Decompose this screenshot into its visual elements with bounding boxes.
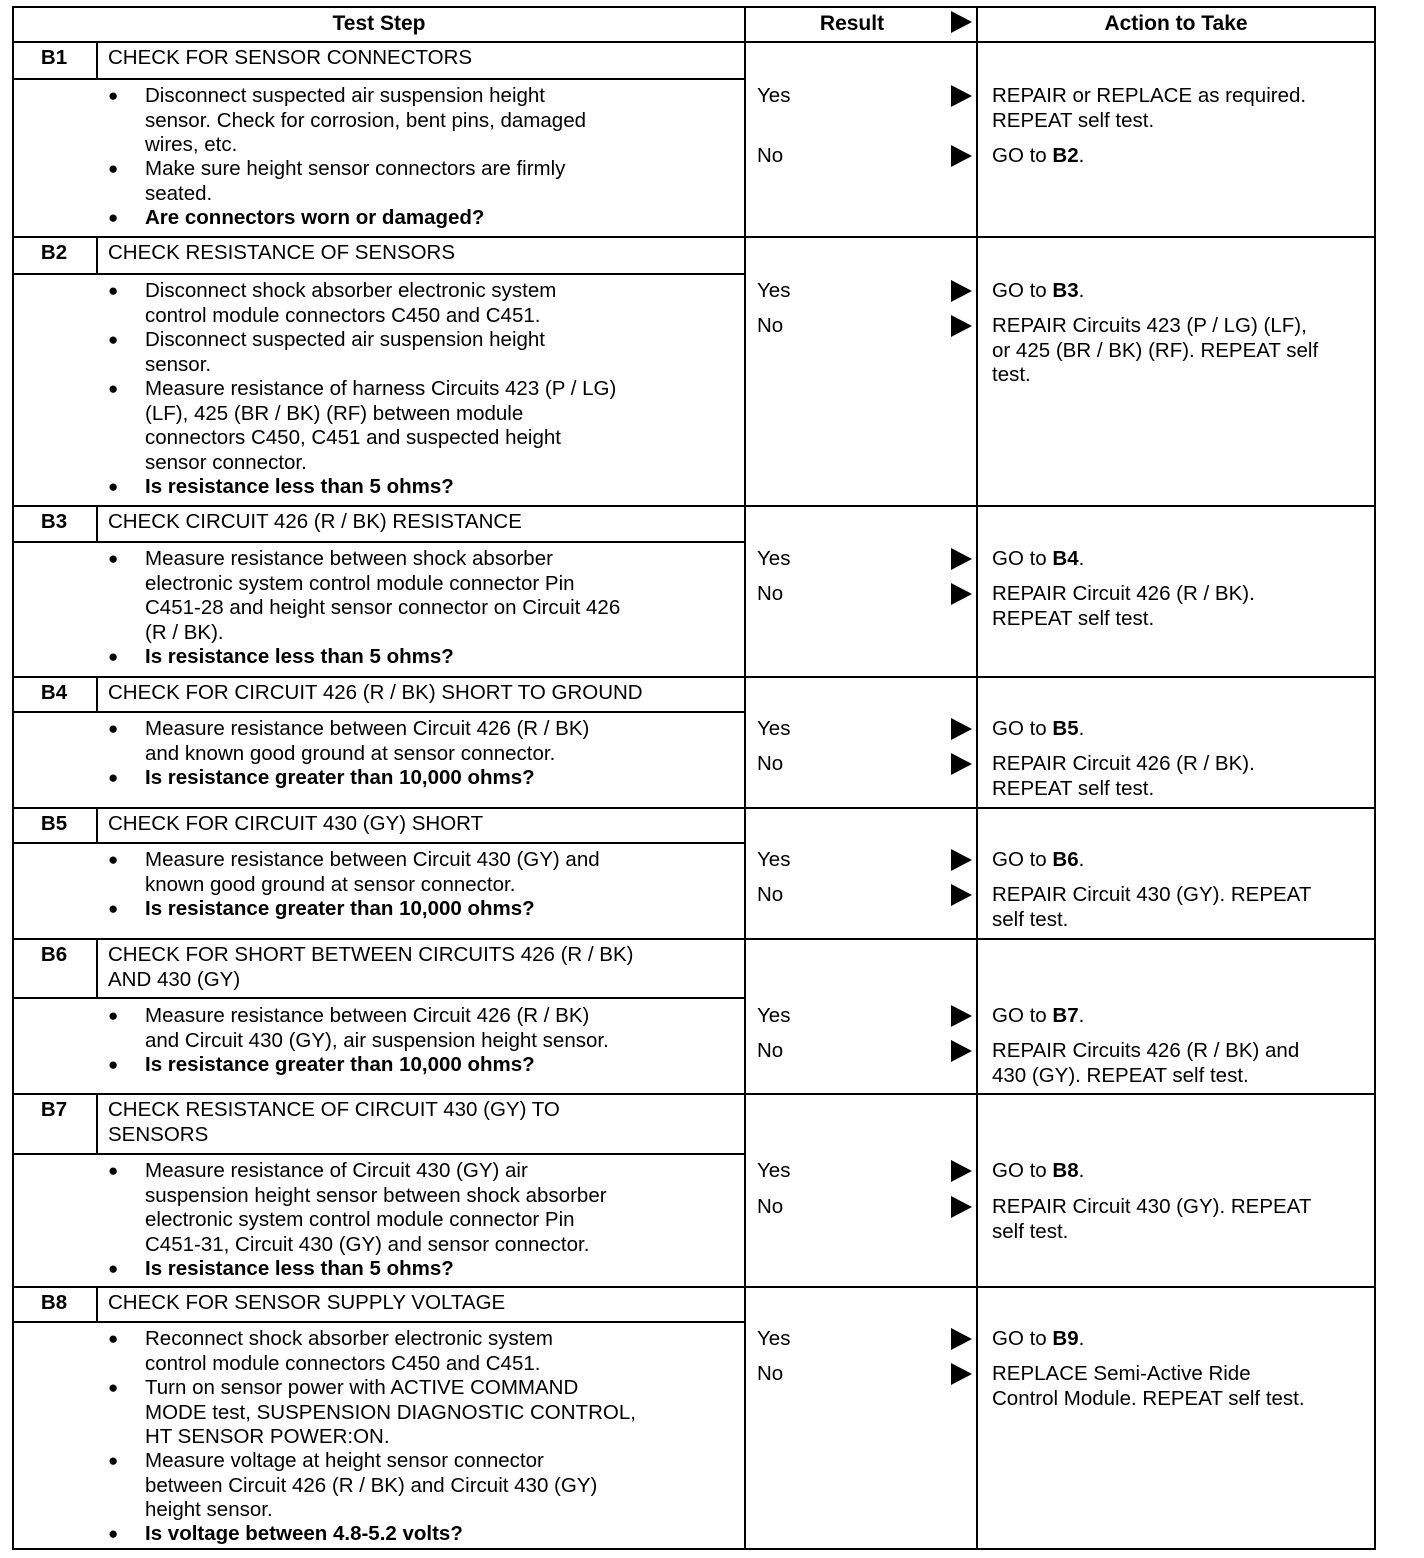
step-separator — [12, 807, 1376, 809]
step-title-divider — [12, 997, 745, 999]
action-yes-b7: GO to B8. — [992, 1159, 1085, 1182]
step-id-divider — [96, 938, 98, 997]
step-separator — [12, 1286, 1376, 1288]
step-question-b8: Is voltage between 4.8-5.2 volts? — [145, 1522, 463, 1545]
step-title-b8: CHECK FOR SENSOR SUPPLY VOLTAGE — [108, 1291, 506, 1314]
arrow-right-icon — [951, 753, 972, 775]
step-instruction-b1: Disconnect suspected air suspension height sensor. Check for corrosion, bent pins, damaged wires, etc. — [145, 84, 586, 156]
step-title-b7: CHECK RESISTANCE OF CIRCUIT 430 (GY) TO SENSORS — [108, 1098, 560, 1146]
step-id-divider — [96, 236, 98, 273]
action-yes-b4: GO to B5. — [992, 717, 1085, 740]
step-question-b4: Is resistance greater than 10,000 ohms? — [145, 766, 535, 789]
step-id-b6: B6 — [40, 943, 68, 966]
bullet-dot-icon: ● — [108, 159, 119, 178]
action-no-b6: REPAIR Circuits 426 (R / BK) and 430 (GY). REPEAT self test. — [992, 1039, 1300, 1087]
step-id-b3: B3 — [40, 510, 68, 533]
bullet-dot-icon: ● — [108, 850, 119, 869]
step-id-b4: B4 — [40, 681, 68, 704]
arrow-right-icon — [951, 548, 972, 570]
bullet-dot-icon: ● — [108, 1524, 119, 1543]
step-instruction-b6: Measure resistance between Circuit 426 (R / BK) and Circuit 430 (GY), air suspension height sensor. — [145, 1004, 609, 1052]
step-instruction-b8: Reconnect shock absorber electronic system control module connectors C450 and C451. — [145, 1327, 553, 1375]
bullet-dot-icon: ● — [108, 330, 119, 349]
bullet-dot-icon: ● — [108, 1161, 119, 1180]
action-yes-b5: GO to B6. — [992, 848, 1085, 871]
result-yes-b3: Yes — [757, 547, 791, 570]
result-no-b1: No — [757, 144, 784, 167]
result-yes-b8: Yes — [757, 1327, 791, 1350]
bullet-dot-icon: ● — [108, 1378, 119, 1397]
step-question-b1: Are connectors worn or damaged? — [145, 206, 485, 229]
step-separator — [12, 676, 1376, 678]
arrow-right-icon — [951, 1196, 972, 1218]
arrow-right-icon — [951, 145, 972, 167]
step-instruction-b8: Turn on sensor power with ACTIVE COMMAND MODE test, SUSPENSION DIAGNOSTIC CONTROL, HT SENSOR POWER:ON. — [145, 1376, 636, 1448]
bullet-dot-icon: ● — [108, 1329, 119, 1348]
bullet-dot-icon: ● — [108, 647, 119, 666]
bullet-dot-icon: ● — [108, 86, 119, 105]
bullet-dot-icon: ● — [108, 1259, 119, 1278]
result-no-b2: No — [757, 314, 784, 337]
header-action: Action to Take — [1104, 12, 1248, 35]
bullet-dot-icon: ● — [108, 549, 119, 568]
arrow-right-icon — [951, 583, 972, 605]
action-no-b2: REPAIR Circuits 423 (P / LG) (LF), or 425 (BR / BK) (RF). REPEAT self test. — [992, 314, 1319, 386]
step-title-divider — [12, 842, 745, 844]
step-title-divider — [12, 1321, 745, 1323]
step-title-b4: CHECK FOR CIRCUIT 426 (R / BK) SHORT TO GROUND — [108, 681, 643, 704]
step-id-b7: B7 — [40, 1098, 68, 1121]
bullet-dot-icon: ● — [108, 1006, 119, 1025]
step-id-b1: B1 — [40, 46, 68, 69]
action-no-b7: REPAIR Circuit 430 (GY). REPEAT self test. — [992, 1195, 1312, 1243]
step-id-divider — [96, 807, 98, 842]
step-question-b6: Is resistance greater than 10,000 ohms? — [145, 1053, 535, 1076]
header-arrow-icon — [951, 11, 972, 33]
step-id-divider — [96, 676, 98, 711]
arrow-right-icon — [951, 884, 972, 906]
action-yes-b2: GO to B3. — [992, 279, 1085, 302]
action-no-b3: REPAIR Circuit 426 (R / BK). REPEAT self test. — [992, 582, 1255, 630]
header-result: Result — [819, 12, 885, 35]
step-instruction-b8: Measure voltage at height sensor connector between Circuit 426 (R / BK) and Circuit 430 (GY) height sensor. — [145, 1449, 598, 1521]
arrow-right-icon — [951, 1328, 972, 1350]
bullet-dot-icon: ● — [108, 719, 119, 738]
step-title-divider — [12, 541, 745, 543]
step-title-b6: CHECK FOR SHORT BETWEEN CIRCUITS 426 (R / BK) AND 430 (GY) — [108, 943, 634, 991]
step-separator — [12, 236, 1376, 238]
arrow-right-icon — [951, 1160, 972, 1182]
step-title-b2: CHECK RESISTANCE OF SENSORS — [108, 241, 456, 264]
action-yes-b8: GO to B9. — [992, 1327, 1085, 1350]
action-no-b8: REPLACE Semi-Active Ride Control Module. REPEAT self test. — [992, 1362, 1305, 1410]
result-yes-b7: Yes — [757, 1159, 791, 1182]
step-instruction-b5: Measure resistance between Circuit 430 (GY) and known good ground at sensor connector. — [145, 848, 600, 896]
action-no-b5: REPAIR Circuit 430 (GY). REPEAT self test. — [992, 883, 1312, 931]
arrow-right-icon — [951, 315, 972, 337]
bullet-dot-icon: ● — [108, 1451, 119, 1470]
step-id-divider — [96, 1093, 98, 1153]
step-title-b1: CHECK FOR SENSOR CONNECTORS — [108, 46, 473, 69]
step-title-divider — [12, 273, 745, 275]
arrow-right-icon — [951, 849, 972, 871]
step-instruction-b2: Disconnect shock absorber electronic system control module connectors C450 and C451. — [145, 279, 557, 327]
result-yes-b6: Yes — [757, 1004, 791, 1027]
step-id-b8: B8 — [40, 1291, 68, 1314]
header-divider — [12, 41, 1376, 43]
arrow-right-icon — [951, 1363, 972, 1385]
step-instruction-b1: Make sure height sensor connectors are firmly seated. — [145, 157, 566, 205]
step-separator — [12, 938, 1376, 940]
step-title-divider — [12, 78, 745, 80]
bullet-dot-icon: ● — [108, 281, 119, 300]
step-instruction-b4: Measure resistance between Circuit 426 (R / BK) and known good ground at sensor connector. — [145, 717, 590, 765]
arrow-right-icon — [951, 1040, 972, 1062]
step-separator — [12, 505, 1376, 507]
arrow-right-icon — [951, 718, 972, 740]
arrow-right-icon — [951, 280, 972, 302]
step-id-divider — [96, 41, 98, 78]
step-instruction-b2: Disconnect suspected air suspension height sensor. — [145, 328, 545, 376]
step-title-divider — [12, 1153, 745, 1155]
bullet-dot-icon: ● — [108, 899, 119, 918]
step-instruction-b3: Measure resistance between shock absorber electronic system control module connector Pin C451-28 and height sensor connector on Circuit 426 (R / BK). — [145, 547, 621, 644]
bullet-dot-icon: ● — [108, 768, 119, 787]
step-id-b5: B5 — [40, 812, 68, 835]
result-no-b3: No — [757, 582, 784, 605]
step-question-b2: Is resistance less than 5 ohms? — [145, 475, 454, 498]
step-id-divider — [96, 1286, 98, 1321]
action-no-b4: REPAIR Circuit 426 (R / BK). REPEAT self test. — [992, 752, 1255, 800]
action-yes-b3: GO to B4. — [992, 547, 1085, 570]
step-separator — [12, 1093, 1376, 1095]
result-yes-b4: Yes — [757, 717, 791, 740]
bullet-dot-icon: ● — [108, 379, 119, 398]
step-title-divider — [12, 711, 745, 713]
result-no-b5: No — [757, 883, 784, 906]
action-yes-b6: GO to B7. — [992, 1004, 1085, 1027]
step-id-divider — [96, 505, 98, 541]
header-test-step: Test Step — [332, 12, 426, 35]
step-question-b7: Is resistance less than 5 ohms? — [145, 1257, 454, 1280]
arrow-right-icon — [951, 1005, 972, 1027]
step-id-b2: B2 — [40, 241, 68, 264]
result-yes-b2: Yes — [757, 279, 791, 302]
action-no-b1: GO to B2. — [992, 144, 1085, 167]
step-title-b3: CHECK CIRCUIT 426 (R / BK) RESISTANCE — [108, 510, 522, 533]
result-no-b7: No — [757, 1195, 784, 1218]
arrow-right-icon — [951, 85, 972, 107]
step-question-b3: Is resistance less than 5 ohms? — [145, 645, 454, 668]
result-yes-b1: Yes — [757, 84, 791, 107]
step-instruction-b7: Measure resistance of Circuit 430 (GY) air suspension height sensor between shock absorber electronic system control module connector Pin C451-31, Circuit 430 (GY) and sensor connector. — [145, 1159, 607, 1256]
result-no-b8: No — [757, 1362, 784, 1385]
result-yes-b5: Yes — [757, 848, 791, 871]
step-instruction-b2: Measure resistance of harness Circuits 423 (P / LG) (LF), 425 (BR / BK) (RF) between module connectors C450, C451 and suspected height sensor connector. — [145, 377, 617, 474]
step-question-b5: Is resistance greater than 10,000 ohms? — [145, 897, 535, 920]
action-yes-b1: REPAIR or REPLACE as required. REPEAT self test. — [992, 84, 1307, 132]
result-no-b4: No — [757, 752, 784, 775]
bullet-dot-icon: ● — [108, 477, 119, 496]
bullet-dot-icon: ● — [108, 208, 119, 227]
step-title-b5: CHECK FOR CIRCUIT 430 (GY) SHORT — [108, 812, 484, 835]
result-no-b6: No — [757, 1039, 784, 1062]
bullet-dot-icon: ● — [108, 1055, 119, 1074]
